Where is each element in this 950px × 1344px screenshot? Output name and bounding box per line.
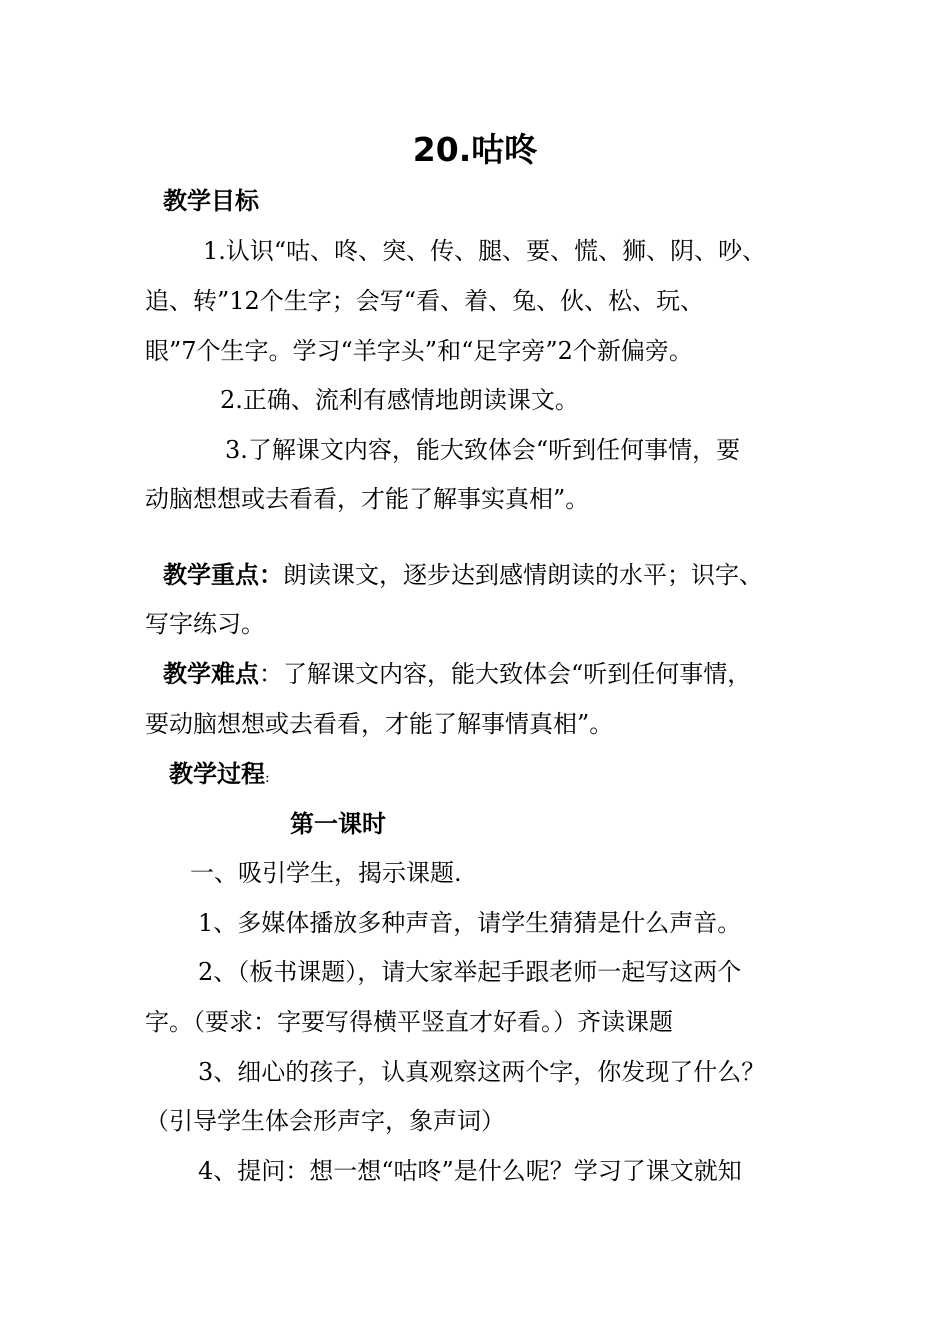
step-1: 1、多媒体播放多种声音，请学生猜猜是什么声音。 bbox=[198, 909, 742, 937]
objective-1-line-1: 1.认识“咕、咚、突、传、腿、要、慌、狮、阴、吵、 bbox=[203, 237, 767, 265]
difficult-points-line-2: 要动脑想想或去看看，才能了解事情真相”。 bbox=[145, 710, 614, 738]
difficult-points-text-1: ：了解课文内容，能大致体会“听到任何事情， bbox=[259, 660, 752, 688]
process-heading: 教学过程 bbox=[169, 760, 265, 788]
lesson-heading: 第一课时 bbox=[290, 810, 386, 838]
key-points-text-1: 朗读课文，逐步达到感情朗读的水平；识字、 bbox=[283, 561, 763, 589]
step-2-line-1: 2、（板书课题），请大家举起手跟老师一起写这两个 bbox=[198, 958, 742, 986]
step-2-line-2: 字。（要求：字要写得横平竖直才好看。）齐读课题 bbox=[145, 1008, 673, 1036]
step-4-line-1: 4、提问：想一想“咕咚”是什么呢？学习了课文就知 bbox=[198, 1157, 742, 1185]
page-title: 20.咕咚 bbox=[412, 130, 538, 169]
step-3-line-1: 3、细心的孩子，认真观察这两个字，你发现了什么？ bbox=[198, 1058, 766, 1086]
section-1-heading: 一、吸引学生，揭示课题. bbox=[190, 859, 462, 887]
step-3-line-2: （引导学生体会形声字，象声词） bbox=[145, 1107, 505, 1135]
objective-1-line-2: 追、转”12个生字；会写“看、着、兔、伙、松、玩、 bbox=[145, 287, 705, 315]
objective-2: 2.正确、流利有感情地朗读课文。 bbox=[220, 386, 579, 414]
difficult-points-line-1 bbox=[163, 659, 751, 689]
process-heading-line bbox=[169, 759, 270, 793]
objective-1-line-3: 眼”7个生字。学习“羊字头”和“足字旁”2个新偏旁。 bbox=[145, 337, 693, 365]
objective-3-line-2: 动脑想想或去看看，才能了解事实真相”。 bbox=[145, 485, 590, 513]
difficult-points-label: 教学难点 bbox=[163, 660, 259, 688]
objective-3-line-1: 3.了解课文内容，能大致体会“听到任何事情，要 bbox=[225, 436, 741, 464]
objectives-heading: 教学目标 bbox=[163, 187, 259, 215]
process-heading-colon: : bbox=[265, 770, 270, 786]
key-points-line-2: 写字练习。 bbox=[145, 610, 265, 638]
key-points-line-1 bbox=[163, 560, 763, 590]
key-points-label: 教学重点： bbox=[163, 561, 283, 589]
